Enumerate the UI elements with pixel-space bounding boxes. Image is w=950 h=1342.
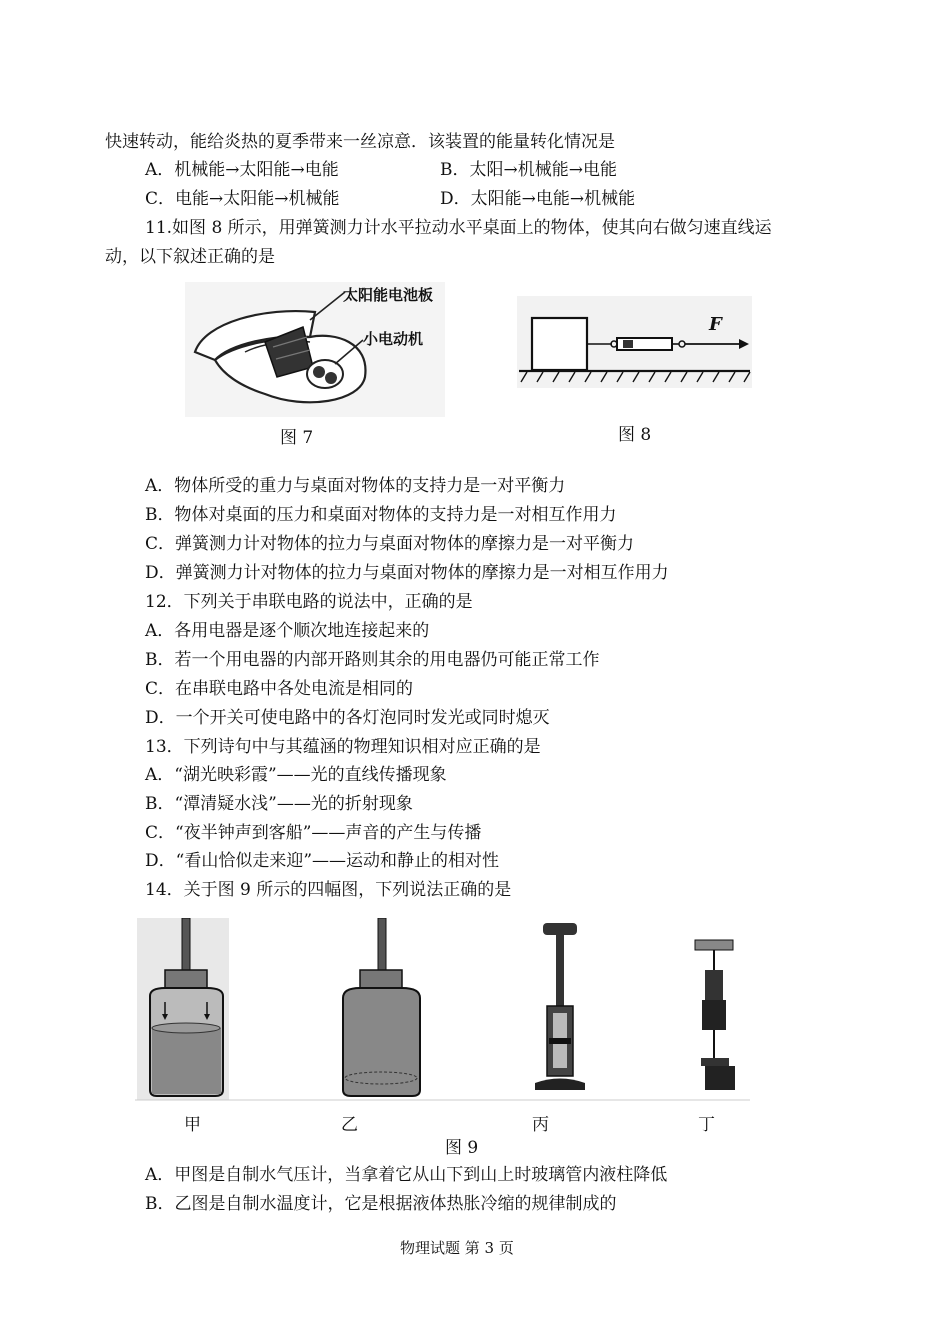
figure-7-caption: 图 7: [280, 428, 314, 448]
figure-9-label-bing: 丙: [532, 1115, 549, 1135]
figure-9-piston-bing: [535, 923, 585, 1090]
page-footer: 物理试题 第 3 页: [400, 1239, 514, 1257]
q12-option-a: A．各用电器是逐个顺次地连接起来的: [145, 621, 430, 641]
q10-stem-continuation: 快速转动，能给炎热的夏季带来一丝凉意．该装置的能量转化情况是: [105, 132, 615, 152]
q14-option-b: B．乙图是自制水温度计，它是根据液体热胀冷缩的规律制成的: [145, 1194, 617, 1214]
figure-7-label-motor: 小电动机: [363, 330, 424, 348]
q10-option-d: D．太阳能→电能→机械能: [440, 189, 636, 209]
q14-stem: 14．关于图 9 所示的四幅图，下列说法正确的是: [145, 880, 512, 900]
q13-option-d: D．“看山恰似走来迎”——运动和静止的相对性: [145, 851, 500, 871]
figure-8-force-label: F: [709, 314, 722, 335]
q12-option-c: C．在串联电路中各处电流是相同的: [145, 679, 414, 699]
figure-7-solar-hat: [185, 282, 445, 417]
q10-option-a: A．机械能→太阳能→电能: [145, 160, 339, 180]
figure-8-caption: 图 8: [618, 425, 652, 445]
figure-9-caption: 图 9: [445, 1138, 479, 1158]
figure-8-spring-scale: [517, 296, 752, 388]
q13-stem: 13．下列诗句中与其蕴涵的物理知识相对应正确的是: [145, 737, 541, 757]
q11-option-a: A．物体所受的重力与桌面对物体的支持力是一对平衡力: [145, 476, 566, 496]
q10-option-b: B．太阳→机械能→电能: [440, 160, 617, 180]
q13-option-a: A．“湖光映彩霞”——光的直线传播现象: [145, 765, 447, 785]
figure-7-label-solar-panel: 太阳能电池板: [343, 286, 434, 304]
q14-option-a: A．甲图是自制水气压计，当拿着它从山下到山上时玻璃管内液柱降低: [145, 1165, 668, 1185]
figure-9-label-yi: 乙: [341, 1115, 358, 1135]
figure-9: [135, 918, 750, 1103]
q11-stem-line1: 11.如图 8 所示，用弹簧测力计水平拉动水平桌面上的物体，使其向右做匀速直线运: [145, 218, 772, 238]
q10-option-c: C．电能→太阳能→机械能: [145, 189, 340, 209]
q11-option-d: D．弹簧测力计对物体的拉力与桌面对物体的摩擦力是一对相互作用力: [145, 563, 669, 583]
q12-option-d: D．一个开关可使电路中的各灯泡同时发光或同时熄灭: [145, 708, 550, 728]
q11-stem-line2: 动，以下叙述正确的是: [105, 247, 275, 267]
q12-option-b: B．若一个用电器的内部开路则其余的用电器仍可能正常工作: [145, 650, 600, 670]
figure-9-weights-ding: [695, 940, 735, 1090]
figure-9-label-ding: 丁: [698, 1115, 715, 1135]
figure-9-bottle-jia: [137, 918, 229, 1100]
figure-9-label-jia: 甲: [184, 1115, 201, 1135]
figure-9-bottle-yi: [343, 918, 420, 1096]
q13-option-b: B．“潭清疑水浅”——光的折射现象: [145, 794, 413, 814]
q11-option-c: C．弹簧测力计对物体的拉力与桌面对物体的摩擦力是一对平衡力: [145, 534, 635, 554]
q13-option-c: C．“夜半钟声到客船”——声音的产生与传播: [145, 823, 482, 843]
q11-option-b: B．物体对桌面的压力和桌面对物体的支持力是一对相互作用力: [145, 505, 617, 525]
q12-stem: 12．下列关于串联电路的说法中，正确的是: [145, 592, 473, 612]
